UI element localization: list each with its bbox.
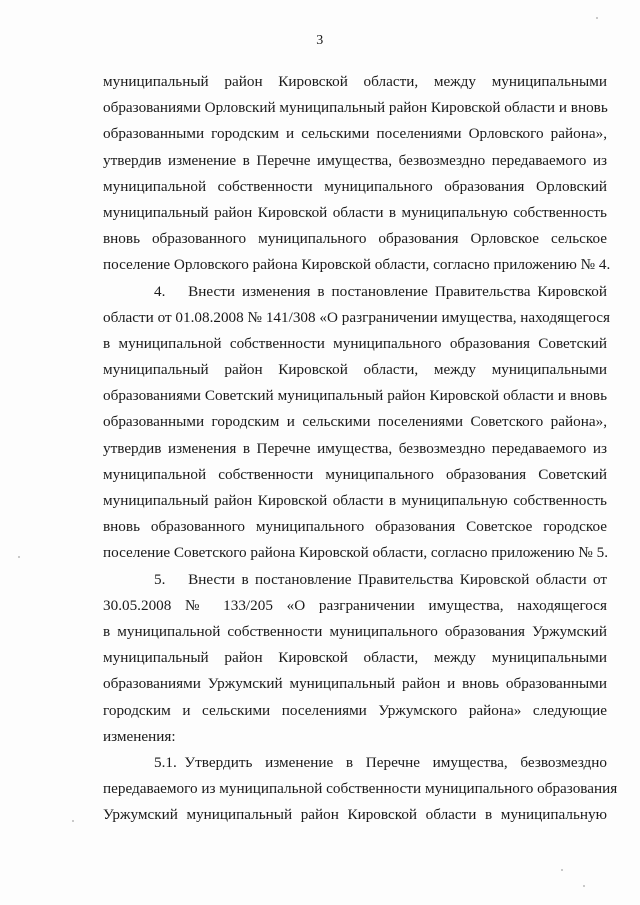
text-line: образованиями Уржумский муниципальный район и вновь образованными: [103, 675, 607, 693]
scan-speck: [561, 869, 563, 871]
text-line: утвердив изменения в Перечне имущества, безвозмездно передаваемого из: [103, 439, 607, 457]
text-line: муниципальный район Кировской области в муниципальную собственность: [103, 203, 607, 221]
text-line: муниципальный район Кировской области, между муниципальными: [103, 361, 607, 379]
text-line: в муниципальной собственности муниципального образования Советский: [103, 334, 607, 352]
text-line: муниципальной собственности муниципального образования Советский: [103, 465, 607, 483]
text-line: муниципальный район Кировской области, между муниципальными: [103, 649, 607, 667]
text-line: муниципальный район Кировской области, между муниципальными: [103, 73, 607, 90]
scan-speck: [596, 17, 598, 19]
page-number: 3: [316, 33, 324, 48]
text-line: 30.05.2008 № 133/205 «О разграничении имущества, находящегося: [103, 596, 607, 614]
text-line: области от 01.08.2008 № 141/308 «О разграничении имущества, находящегося: [103, 308, 611, 326]
text-line: вновь образованного муниципального образования Орловское сельское: [103, 230, 607, 248]
text-line: Уржумский муниципальный район Кировской области в муниципальную: [103, 806, 607, 824]
text-line: в муниципальной собственности муниципального образования Уржумский: [103, 622, 607, 640]
text-line: образованными городским и сельскими поселениями Орловского района»,: [103, 125, 607, 143]
text-line: образованиями Орловский муниципальный район Кировской области и вновь: [103, 99, 608, 117]
scan-speck: [18, 556, 20, 558]
text-line: образованными городским и сельскими поселениями Советского района»,: [103, 413, 607, 431]
text-line: городским и сельскими поселениями Уржумского района» следующие: [103, 701, 607, 719]
paragraph-last-line: изменения:: [103, 727, 176, 745]
scan-speck: [583, 885, 585, 887]
subparagraph-5-1-start: 5.1. Утвердить изменение в Перечне имущества, безвозмездно: [154, 753, 607, 771]
text-line: вновь образованного муниципального образования Советское городское: [103, 518, 607, 536]
text-line: муниципальный район Кировской области в муниципальную собственность: [103, 492, 607, 509]
text-line: образованиями Советский муниципальный район Кировской области и вновь: [103, 387, 607, 405]
paragraph-last-line: поселение Орловского района Кировской области, согласно приложению № 4.: [103, 256, 611, 274]
document-body: [103, 69, 618, 828]
paragraph-4-start: 4. Внести изменения в постановление Правительства Кировской: [154, 282, 607, 300]
text-line: передаваемого из муниципальной собственности муниципального образования: [103, 780, 618, 798]
scan-speck: [72, 820, 74, 822]
paragraph-5-start: 5. Внести в постановление Правительства Кировской области от: [154, 570, 607, 588]
text-line: муниципальной собственности муниципального образования Орловский: [103, 177, 607, 195]
paragraph-last-line: поселение Советского района Кировской области, согласно приложению № 5.: [103, 544, 609, 562]
text-line: утвердив изменение в Перечне имущества, безвозмездно передаваемого из: [103, 151, 607, 169]
